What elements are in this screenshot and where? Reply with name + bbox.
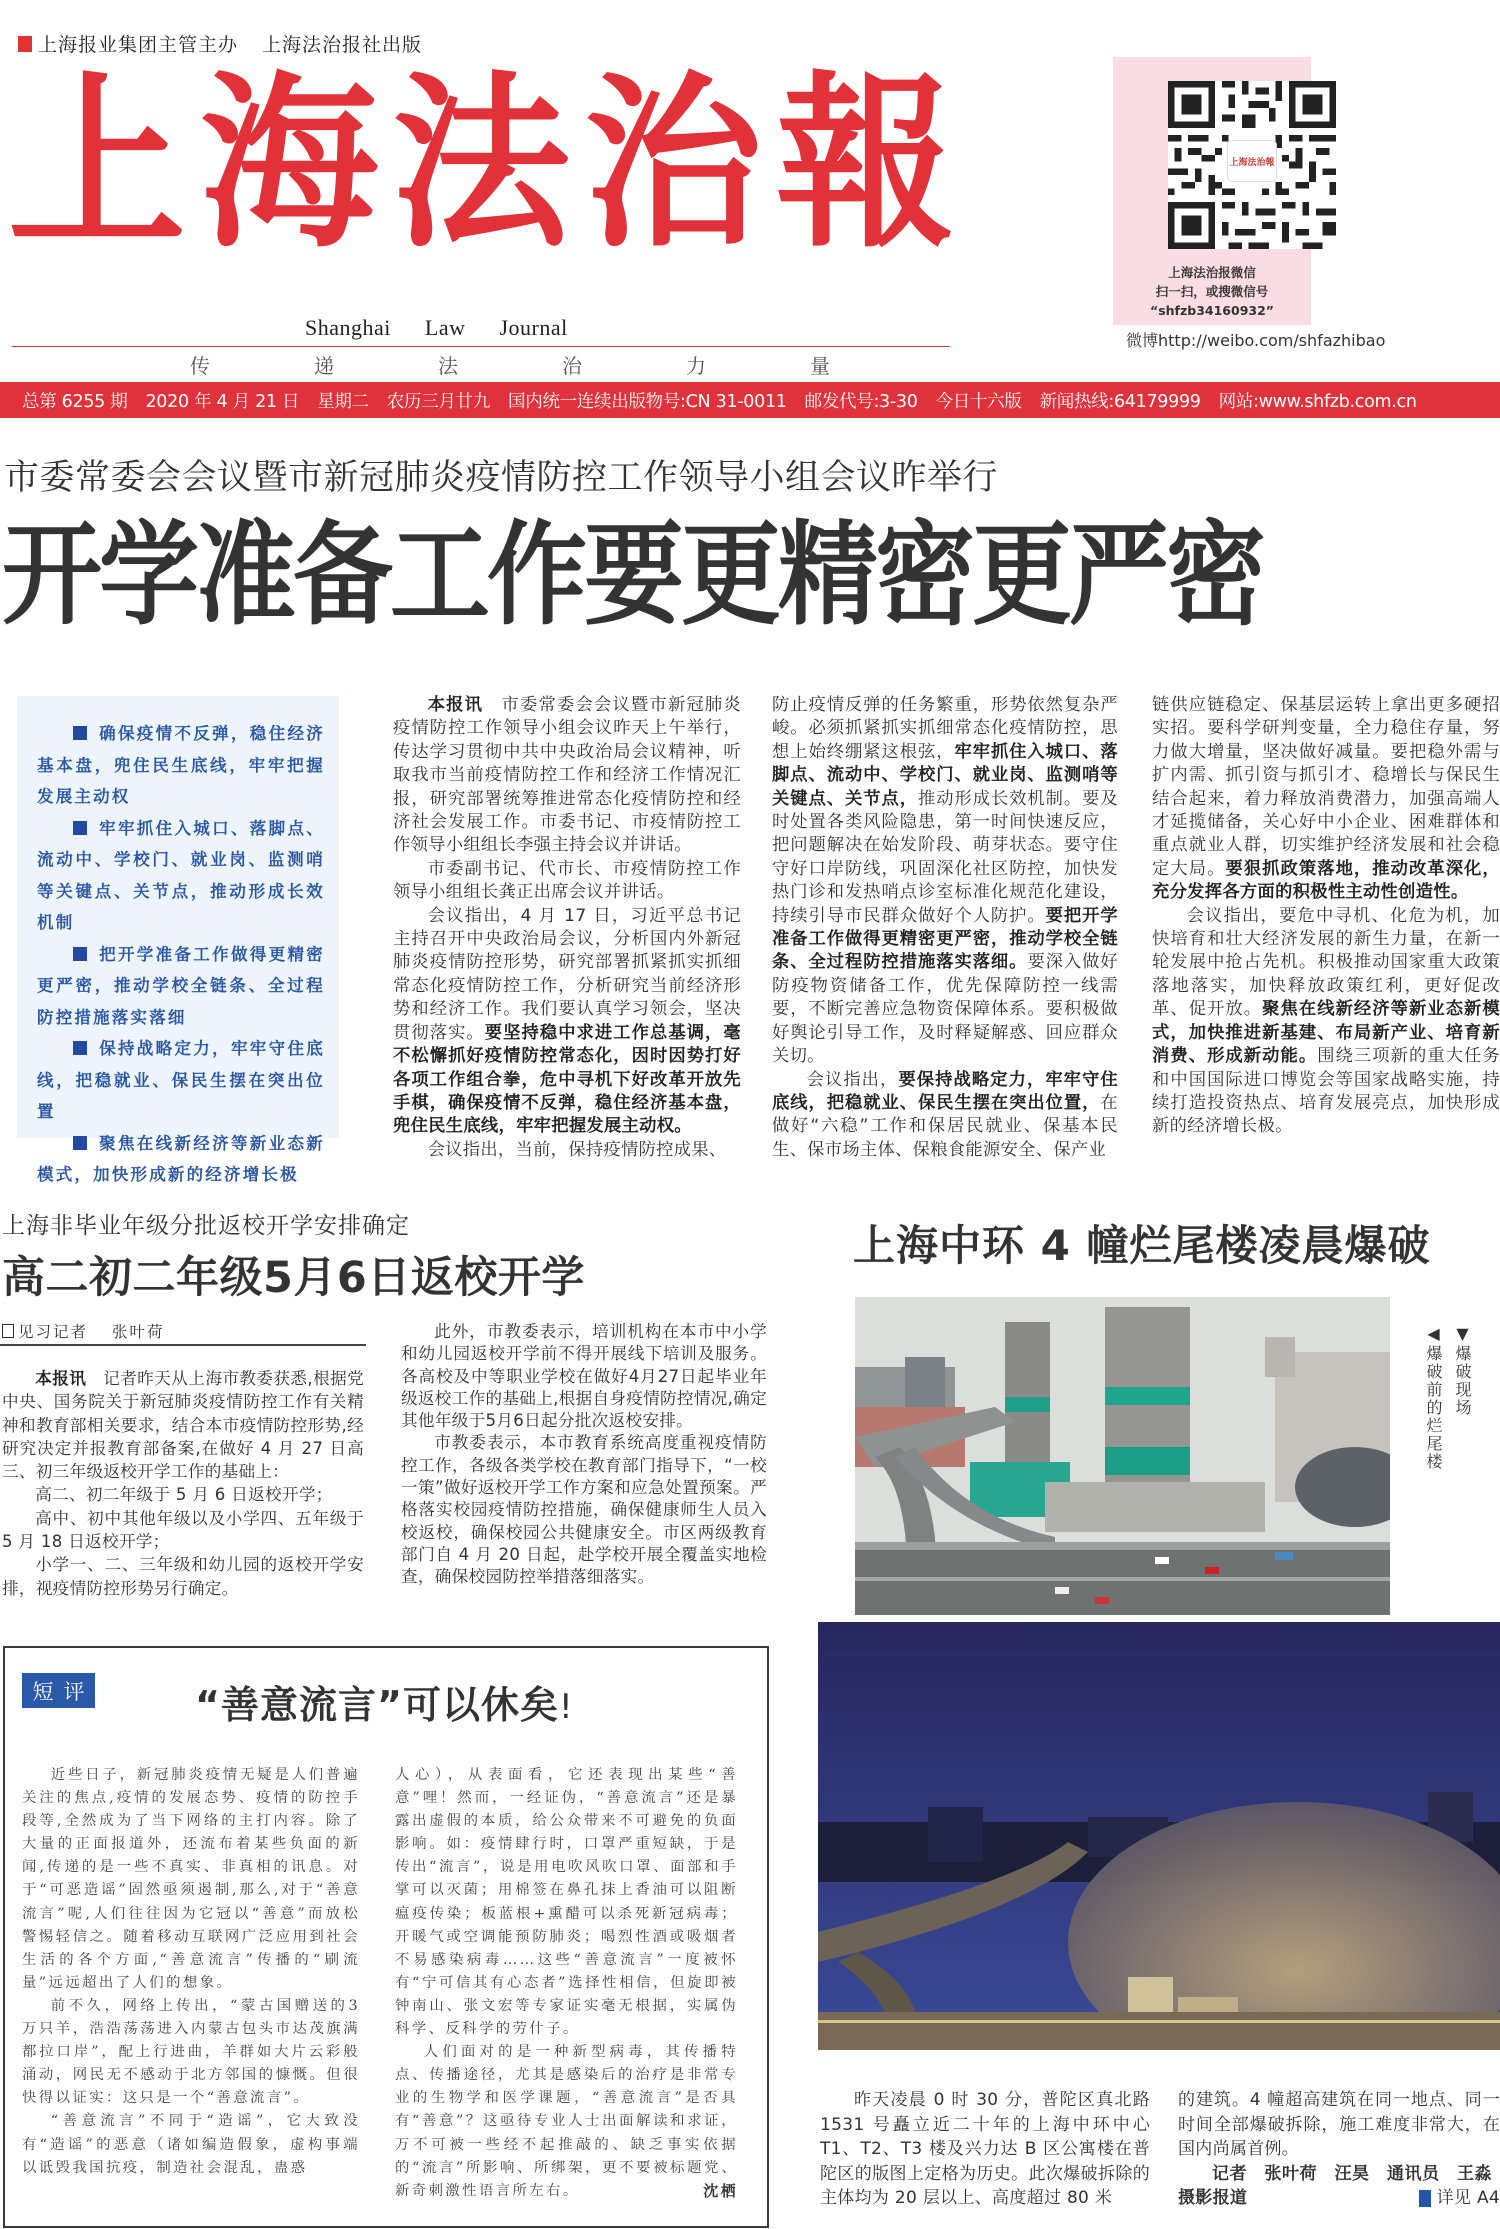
lead-body-column-1 (393, 694, 741, 1162)
paragraph: 此外，市教委表示，培训机构在本市中小学和幼儿园返校开学前不得开展线下培训及服务。各高校及中等职业学校在做好4月27日起毕业年级返校工作的基础上,根据自身疫情防控情况,确定其他年级于5月6日起分批次返校安排。 (401, 1322, 767, 1431)
caption-scene: ▼爆破现场 (1453, 1324, 1472, 1417)
cn-serial-number: 国内统一连续出版物号:CN 31-0011 (508, 391, 787, 412)
issue-number: 总第 6255 期 (22, 391, 128, 412)
paragraph: 近些日子，新冠肺炎疫情无疑是人们普遍关注的焦点,疫情的发展态势、疫情的防控手段等,全然成为了当下网络的主打内容。除了大量的正面报道外，还流布着某些负面的新闻,传递的是一些不真实、非真相的讯息。对于“可恶造谣”固然亟须遏制,那么,对于“善意流言”呢,人们往往因为它冠以“善意”而放松警惕轻信之。随着移动互联网广泛应用到社会生活的各个方面,“善意流言”传播的“刷流量”远远超出了人们的想象。 (22, 1767, 360, 1991)
paragraph: 人心），从表面看，它还表现出某些“善意”哩！然而，一经证伪，“善意流言”还是暴露出虚假的本质，给公众带来不可避免的负面影响。如：疫情肆行时，口罩严重短缺，于是传出“流言”，说是用电吹风吹口罩、面部和手掌可以灭菌；用棉签在鼻孔抹上香油可以阻断瘟疫传染；板蓝根+熏醋可以杀死新冠病毒；开暖气或空调能预防肺炎；喝烈性酒或吸烟者不易感染病毒……这些“善意流言”一度被怀有“宁可信其有心态者”选择性相信，但旋即被钟南山、张文宏等专家证实毫无根据，实属伪科学、反科学的劳什子。 (395, 1767, 738, 2038)
paragraph-text: 在做好“六稳”工作和保居民就业、保基本民生、保市场主体、保粮食能源安全、保产业 (772, 1092, 1118, 1160)
photo-credits: 记者 张叶荷 汪昊 通讯员 王淼 (1212, 2163, 1492, 2184)
issue-date: 2020 年 4 月 21 日 (145, 391, 300, 412)
commentary-author: 沈栖 (703, 2181, 738, 2200)
page-count: 今日十六版 (935, 391, 1022, 412)
square-bullet-icon (73, 1041, 87, 1055)
dateline: 本报讯 (35, 1369, 87, 1388)
publisher-press: 上海法治报社出版 (262, 34, 423, 56)
paragraph: 人们面对的是一种新型病毒，其传播特点、传播途径，尤其是感染后的治疗是非常专业的生物学和医学课题，“善意流言”是否具有“善意”？这亟待专业人士出面解读和求证，万不可被一些经不起推敲的、缺乏事实依据的“流言”所影响、所绑架，更不要被标题党、新奇刺激性语言所左右。 (395, 2044, 738, 2199)
paragraph-text: 要深入做好防疫物资储备工作，优先保障防控一线需要，不断完善应急物资保障体系。要积极做好舆论引导工作，及时释疑解惑、回应群众关切。 (772, 952, 1118, 1067)
emphasis-text: 要狠抓政策落地，推动改革深化，充分发挥各方面的积极性主动性创造性。 (1152, 858, 1500, 903)
paragraph: 高中、初中其他年级以及小学四、五年级于 5 月 18 日返校开学； (2, 1508, 364, 1552)
summary-text: 牢牢抓住入城口、落脚点、流动中、学校门、就业岗、监测哨等关键点、关节点，推动形成长效机制 (37, 818, 325, 932)
red-square-icon (18, 36, 32, 52)
paragraph: 前不久，网络上传出，“蒙古国赠送的3 万只羊，浩浩荡荡进入内蒙古包头市达茂旗满都拉口岸”，配上行进曲，羊群如大片云彩般涌动，网民无不感动于北方邻国的慷慨。但很快得以证实：这只是一个“善意流言”。 (22, 1997, 360, 2107)
paragraph-text: 会议指出， (806, 1069, 899, 1090)
lead-kicker: 市委常委会会议暨市新冠肺炎疫情防控工作领导小组会议昨举行 (4, 458, 999, 498)
paragraph: 会议指出，当前，保持疫情防控成果、 (427, 1139, 727, 1160)
slogan-char: 传 (190, 354, 210, 378)
paragraph (393, 905, 741, 1139)
byline-box-icon (2, 1324, 14, 1338)
paragraph-text: 会议指出，要危中寻机、化危为机，加快培育和壮大经济发展的新生力量，在新一轮发展中抢占先机。积极推动国家重大政策落地落实，加快释放政策红利，更好促改革、促开放。 (1152, 905, 1500, 1020)
masthead-slogan (190, 350, 830, 379)
postal-code: 邮发代号:3-30 (804, 391, 918, 412)
paragraph-text: 防止疫情反弹的任务繁重，形势依然复杂严峻。必须抓紧抓实抓细常态化疫情防控，思想上始终绷紧这根弦， (772, 695, 1118, 762)
photo-story-headline[interactable]: 上海中环 4 幢烂尾楼凌晨爆破 (853, 1221, 1431, 1270)
summary-text: 保持战略定力，牢牢守住底线，把稳就业、保民生摆在突出位置 (37, 1039, 325, 1121)
slogan-char: 法 (438, 354, 458, 378)
lead-body-column-3 (1152, 694, 1500, 1139)
paragraph (1152, 694, 1500, 905)
slogan-char: 递 (314, 354, 334, 378)
blue-square-icon (1419, 2190, 1431, 2207)
qr-wechat-id: “shfzb34160932” (1149, 303, 1274, 318)
summary-text: 把开学准备工作做得更精密更严密，推动学校全链条、全过程防控措施落实落细 (37, 944, 325, 1027)
paragraph: “善意流言”不同于“造谣”，它大致没有“造谣”的恶意（诸如编造假象，虚构事端以诋毁我国抗疫，制造社会混乱，蛊惑 (22, 2113, 360, 2176)
photo-story-body-2 (1178, 2088, 1500, 2211)
summary-item (37, 1033, 325, 1128)
paragraph: 高二、初二年级于 5 月 6 日返校开学； (35, 1485, 333, 1505)
story2-headline[interactable]: 高二初二年级5月6日返校开学 (2, 1253, 585, 1303)
qr-center-logo: 上海法治報 (1227, 140, 1277, 182)
paragraph: 市委副书记、代市长、市疫情防控工作领导小组组长龚正出席会议并讲话。 (393, 858, 741, 903)
commentary-title-exclamation: ! (558, 1687, 574, 1727)
summary-item (37, 939, 325, 1034)
summary-text: 确保疫情不反弹，稳住经济基本盘，兜住民生底线，牢牢把握发展主动权 (37, 724, 325, 806)
photo-report-label: 摄影报道 (1178, 2188, 1248, 2208)
photo-credits-line-2 (1178, 2186, 1500, 2211)
commentary-column-1 (22, 1764, 360, 2180)
wechat-qr-panel (1113, 57, 1311, 325)
commentary-title-text: “善意流言”可以休矣 (195, 1683, 559, 1727)
emphasis-text: 要把开学准备工作做得更精密更严密，推动学校全链条、全过程防控措施落实落细。 (772, 905, 1118, 973)
photo-story-body-1 (820, 2088, 1150, 2211)
story2-column-2 (401, 1321, 767, 1589)
slogan-char: 力 (686, 354, 706, 378)
story2-kicker: 上海非毕业年级分批返校开学安排确定 (2, 1213, 410, 1239)
emphasis-text: 聚焦在线新经济等新业态新模式，加快推进新基建、布局新产业、培育新消费、形成新动能。 (1152, 999, 1500, 1067)
see-more-label: 详见 A4 (1436, 2188, 1500, 2208)
paragraph (772, 694, 1118, 1069)
demolition-photo-icon (818, 1622, 1500, 2050)
masthead-logo: 上海法治報 (8, 53, 968, 273)
commentary-title[interactable] (195, 1674, 574, 1729)
summary-text: 聚焦在线新经济等新业态新模式，加快形成新的经济增长极 (37, 1133, 325, 1184)
commentary-tag: 短评 (22, 1673, 95, 1708)
square-bullet-icon (73, 947, 87, 961)
masthead-english-name: Shanghai Law Journal (305, 315, 568, 340)
caption-before: ◀爆破前的烂尾楼 (1424, 1324, 1443, 1471)
square-bullet-icon (73, 726, 87, 740)
lead-summary-box (17, 696, 339, 1184)
photo-before-demolition[interactable] (855, 1297, 1390, 1615)
story2-column-1 (2, 1367, 364, 1600)
paragraph (393, 694, 741, 858)
paragraph: 小学一、二、三年级和幼儿园的返校开学安排，视疫情防控形势另行确定。 (2, 1555, 364, 1598)
slogan-char: 量 (810, 354, 830, 378)
commentary-column-2 (395, 1764, 738, 2203)
paragraph (1152, 905, 1500, 1139)
byline-role: 见习记者 (18, 1323, 89, 1341)
photo-demolition-scene[interactable] (818, 1622, 1500, 2050)
weibo-link[interactable]: 微博http://weibo.com/shfazhibao (1126, 331, 1386, 350)
emphasis-text: 要保持战略定力，牢牢守住底线，把稳就业、保民生摆在突出位置， (772, 1069, 1118, 1113)
qr-line: 上海法治报微信 (1168, 265, 1256, 280)
emphasis-text: 要坚持稳中求进工作总基调，毫不松懈抓好疫情防控常态化，因时因势打好各项工作组合拳，危中寻机下好改革开放先手棋，确保疫情不反弹，稳住经济基本盘，兜住民生底线，牢牢把握发展主动权。 (393, 1022, 741, 1137)
qr-instructions (1113, 263, 1311, 320)
paragraph (2, 1367, 364, 1483)
issue-weekday: 星期二 (317, 391, 369, 412)
paragraph-text: 推动形成长效机制。要及时处置各类风险隐患，第一时间快速反应，把问题解决在始发阶段、萌芽状态。要守住守好口岸防线，巩固深化社区防控，加快发热门诊和发热哨点诊室标准化规范化建设，持续引导市民群众做好个人防护。 (772, 788, 1118, 926)
publisher-sponsor: 上海报业集团主管主办 (38, 34, 239, 56)
paragraph-text: 市委常委会会议暨市新冠肺炎疫情防控工作领导小组会议昨天上午举行，传达学习贯彻中共中央政治局会议精神，听取我市当前疫情防控工作和经济工作情况汇报，研究部署统筹推进常态化疫情防控和经济社会发展工作。市委书记、市疫情防控工作领导小组组长李强主持会议并讲话。 (393, 695, 741, 856)
qr-code[interactable] (1168, 81, 1336, 249)
emphasis-text: 牢牢抓住入城口、落脚点、流动中、学校门、就业岗、监测哨等关键点、关节点， (772, 741, 1118, 809)
dateline: 本报讯 (427, 695, 484, 715)
lead-headline[interactable]: 开学准备工作要更精密更严密 (2, 509, 1263, 641)
issue-info-bar (0, 382, 1500, 418)
slogan-char: 治 (562, 354, 582, 378)
square-bullet-icon (73, 1136, 87, 1150)
summary-item (37, 813, 325, 939)
lead-body-column-2 (772, 694, 1118, 1162)
paragraph (772, 1069, 1118, 1163)
summary-item (37, 718, 325, 813)
story2-byline (2, 1320, 165, 1342)
byline-divider (0, 1344, 366, 1346)
buildings-photo-icon (855, 1297, 1390, 1615)
masthead-divider (12, 346, 950, 347)
summary-item (37, 1128, 325, 1191)
paragraph-text: 链供应链稳定、保基层运转上拿出更多硬招实招。要科学研判变量，全力稳住存量，努力做大增量，坚决做好减量。要把稳外需与扩内需、抓引资与抓引才、稳增长与保民生结合起来，着力释放消费潜力，加强高端人才延揽储备，关心好中小企业、困难群体和重点就业人群，切实维护经济发展和社会稳定大局。 (1152, 695, 1500, 879)
lunar-date: 农历三月廿九 (386, 391, 491, 412)
byline-name: 张叶荷 (112, 1323, 165, 1341)
see-more-link[interactable] (1419, 2186, 1500, 2211)
paragraph-text: 围绕三项新的重大任务和中国国际进口博览会等国家战略实施，持续打造投资热点、培育发展亮点，加快形成新的经济增长极。 (1152, 1046, 1500, 1137)
paragraph-text: 会议指出，4 月 17 日，习近平总书记主持召开中央政治局会议，分析国内外新冠肺炎疫情防控形势，研究部署抓紧抓实抓细常态化疫情防控工作，分析研究当前经济形势和经济工作。我们要认真学习领会，坚决贯彻落实。 (393, 905, 741, 1043)
news-hotline: 新闻热线:64179999 (1039, 391, 1201, 412)
commentary-box (3, 1646, 769, 2228)
qr-line: 扫一扫，或搜微信号 (1155, 284, 1269, 299)
website[interactable]: 网站:www.shfzb.com.cn (1218, 391, 1417, 412)
paragraph-text: 记者昨天从上海市教委获悉,根据党中央、国务院关于新冠肺炎疫情防控工作有关精神和教育部相关要求，结合本市疫情防控形势,经研究决定并报教育部备案,在做好 4 月 27 日高三、初三年级返校开学工作的基础上： (2, 1369, 365, 1482)
paragraph: 市教委表示，本市教育系统高度重视疫情防控工作，各级各类学校在教育部门指导下，“一校一策”做好返校开学工作方案和应急处置预案。严格落实校园疫情防控措施，确保健康师生人员入校返校，确保校园公共健康安全。市区两级教育部门自 4 月 20 日起，赴学校开展全覆盖实地检查，确保校园防控举措落细落实。 (401, 1433, 767, 1587)
square-bullet-icon (73, 821, 87, 835)
paragraph: 昨天凌晨 0 时 30 分，普陀区真北路 1531 号矗立近二十年的上海中环中心 T1、T2、T3 楼及兴力达 B 区公寓楼在普陀区的版图上定格为历史。此次爆破拆除的主体均为 20 层以上、高度超过 80 米 (820, 2090, 1150, 2208)
paragraph: 的建筑。4 幢超高建筑在同一地点、同一时间全部爆破拆除，施工难度非常大，在国内尚属首例。 (1178, 2090, 1500, 2159)
